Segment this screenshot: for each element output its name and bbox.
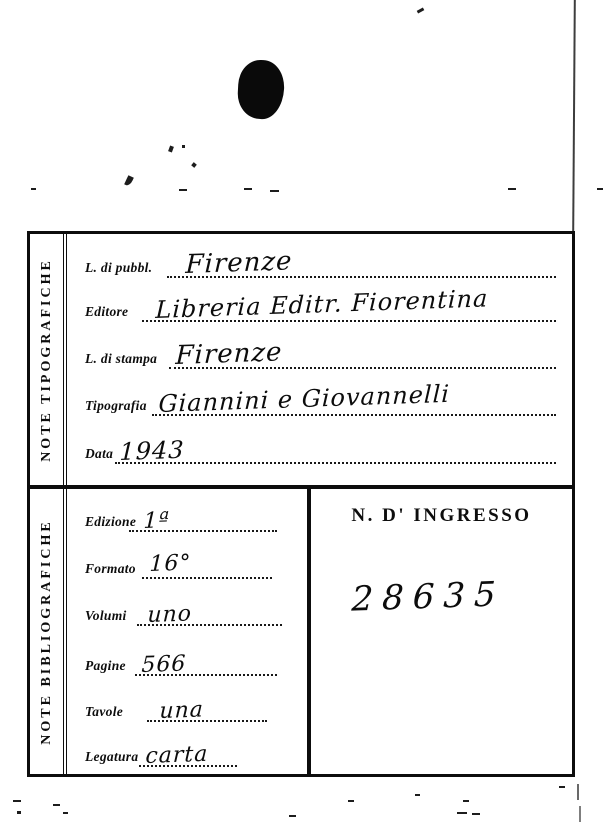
- handwritten-value: Firenze: [185, 246, 293, 280]
- scan-speck: [63, 812, 68, 814]
- handwritten-value: 1943: [119, 435, 186, 466]
- handwritten-value: Libreria Editr. Fiorentina: [155, 284, 489, 324]
- scan-speck: [168, 145, 174, 152]
- scan-speck: [124, 175, 134, 187]
- field-row-tavole: [67, 690, 307, 726]
- handwritten-value: Firenze: [175, 337, 283, 371]
- scan-speck: [182, 145, 185, 148]
- ink-blot: [236, 59, 285, 120]
- field-label: Editore: [85, 304, 129, 319]
- scan-speck: [13, 800, 21, 802]
- scan-speck: [31, 188, 36, 190]
- field-row-l-di-pubbl: [67, 246, 572, 282]
- scan-speck: [53, 804, 60, 806]
- side-label-text: NOTE BIBLIOGRAFICHE: [38, 518, 54, 745]
- ingresso-cell: [311, 489, 572, 774]
- scan-speck: [457, 812, 467, 814]
- scan-speck: [559, 786, 565, 788]
- side-label-strip: [30, 489, 67, 774]
- handwritten-value: uno: [147, 601, 193, 628]
- scan-speck: [415, 794, 420, 796]
- section-note-tipografiche: [30, 234, 572, 489]
- handwritten-value: Giannini e Giovannelli: [158, 379, 451, 418]
- scan-speck: [348, 800, 354, 802]
- field-label: Tipografia: [85, 398, 147, 413]
- handwritten-value: una: [159, 697, 205, 724]
- scan-speck: [179, 189, 187, 191]
- scan-speck: [244, 188, 252, 190]
- field-label: Tavole: [85, 704, 124, 719]
- field-label: Legatura: [85, 749, 139, 764]
- scan-speck: [463, 800, 469, 802]
- handwritten-value: 1ª: [143, 508, 171, 534]
- field-row-editore: [67, 284, 572, 326]
- side-label-text: NOTE TIPOGRAFICHE: [38, 257, 54, 462]
- ingresso-title: N. D' INGRESSO: [351, 505, 532, 526]
- field-label: Data: [85, 446, 114, 461]
- bibliografiche-fields: [67, 489, 311, 774]
- scan-speck: [17, 811, 21, 814]
- field-row-legatura: [67, 735, 307, 771]
- field-label: Volumi: [85, 608, 127, 623]
- field-label: Edizione: [85, 514, 137, 529]
- field-label: Formato: [85, 561, 136, 576]
- scan-speck: [270, 190, 279, 192]
- dotted-rule: [142, 577, 272, 579]
- tipografiche-fields: [67, 234, 572, 485]
- side-label-strip: [30, 234, 67, 485]
- field-label: L. di pubbl.: [85, 260, 153, 275]
- field-row-volumi: [67, 594, 307, 630]
- scan-speck: [191, 162, 197, 168]
- field-row-l-di-stampa: [67, 337, 572, 373]
- handwritten-value: 566: [141, 651, 187, 678]
- scan-speck: [597, 188, 603, 190]
- scan-speck: [472, 813, 480, 815]
- field-row-edizione: [67, 500, 307, 536]
- field-row-pagine: [67, 644, 307, 680]
- section-note-bibliografiche: [30, 489, 572, 774]
- scan-edge-line: [577, 784, 579, 800]
- scan-speck: [289, 815, 296, 817]
- field-label: L. di stampa: [85, 351, 158, 366]
- scan-edge-line: [579, 806, 581, 822]
- field-row-formato: [67, 547, 307, 583]
- scan-edge-line: [572, 0, 576, 232]
- handwritten-value: 16°: [149, 550, 192, 577]
- handwritten-value: carta: [145, 741, 209, 769]
- scan-speck: [508, 188, 516, 190]
- field-label: Pagine: [85, 658, 126, 673]
- scan-speck: [417, 8, 425, 14]
- field-row-tipografia: [67, 379, 572, 420]
- field-row-data: [67, 432, 572, 468]
- ingresso-number-handwritten: 28635: [350, 574, 506, 620]
- catalog-card-table: [27, 231, 575, 777]
